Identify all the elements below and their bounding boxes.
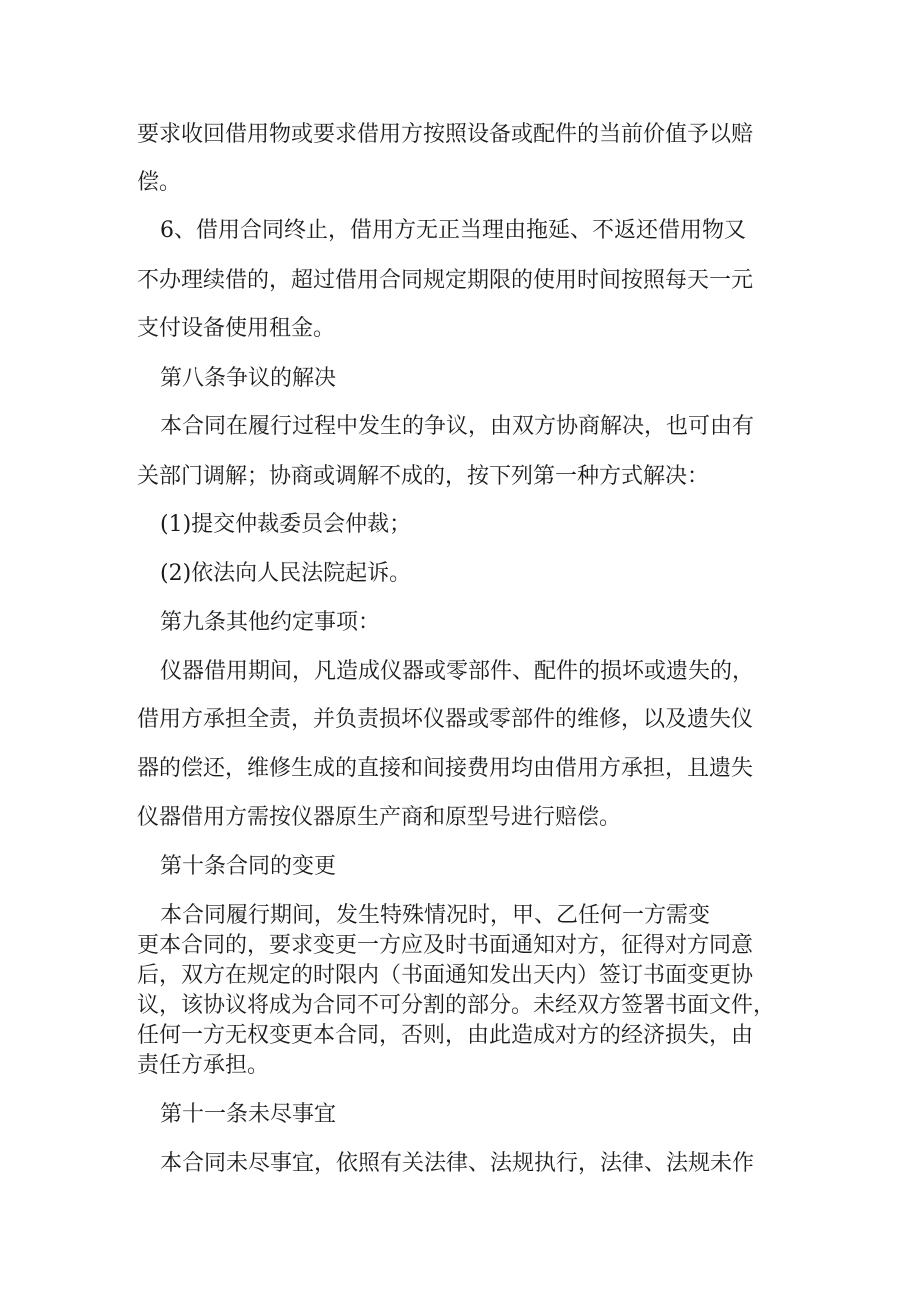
paragraph-line: 任何一方无权变更本合同，否则，由此造成对方的经济损失，由 xyxy=(137,1023,754,1048)
paragraph-line: 要求收回借用物或要求借用方按照设备或配件的当前价值予以赔 xyxy=(137,122,754,147)
paragraph-line: 器的偿还，维修生成的直接和间接费用均由借用方承担，且遗失 xyxy=(137,756,754,781)
paragraph-line: 责任方承担。 xyxy=(137,1053,270,1078)
section-heading-article-9: 第九条其他约定事项： xyxy=(160,610,381,635)
list-item-2: (2)依法向人民法院起诉。 xyxy=(160,561,412,586)
paragraph-line: 关部门调解；协商或调解不成的，按下列第一种方式解决： xyxy=(137,464,710,489)
paragraph-line: 本合同在履行过程中发生的争议，由双方协商解决，也可由有 xyxy=(160,414,755,439)
paragraph-line: 偿。 xyxy=(137,170,182,195)
paragraph-line: 不办理续借的，超过借用合同规定期限的使用时间按照每天一元 xyxy=(137,268,754,293)
section-heading-article-10: 第十条合同的变更 xyxy=(160,854,337,879)
paragraph-line: 仪器借用期间，凡造成仪器或零部件、配件的损坏或遗失的， xyxy=(160,659,755,684)
paragraph-line: 支付设备使用租金。 xyxy=(137,316,336,341)
section-heading-article-11: 第十一条未尽事宜 xyxy=(160,1102,337,1127)
paragraph-line: 借用方承担全责，并负责损坏仪器或零部件的维修，以及遗失仪 xyxy=(137,707,754,732)
paragraph-line: 仪器借用方需按仪器原生产商和原型号进行赔偿。 xyxy=(137,805,622,830)
list-item-1: (1)提交仲裁委员会仲裁； xyxy=(160,512,412,537)
section-heading-article-8: 第八条争议的解决 xyxy=(160,366,337,391)
clause-6-line: 6、借用合同终止，借用方无正当理由拖延、不返还借用物又 xyxy=(160,218,746,243)
paragraph-line: 后，双方在规定的时限内（书面通知发出天内）签订书面变更协 xyxy=(137,963,754,988)
paragraph-line: 更本合同的，要求变更一方应及时书面通知对方，征得对方同意 xyxy=(137,933,754,958)
paragraph-line: 本合同未尽事宜，依照有关法律、法规执行，法律、法规未作 xyxy=(160,1151,755,1176)
paragraph-line: 议，该协议将成为合同不可分割的部分。未经双方签署书面文件， xyxy=(137,993,776,1018)
paragraph-line: 本合同履行期间，发生特殊情况时，甲、乙任何一方需变 xyxy=(160,903,711,928)
